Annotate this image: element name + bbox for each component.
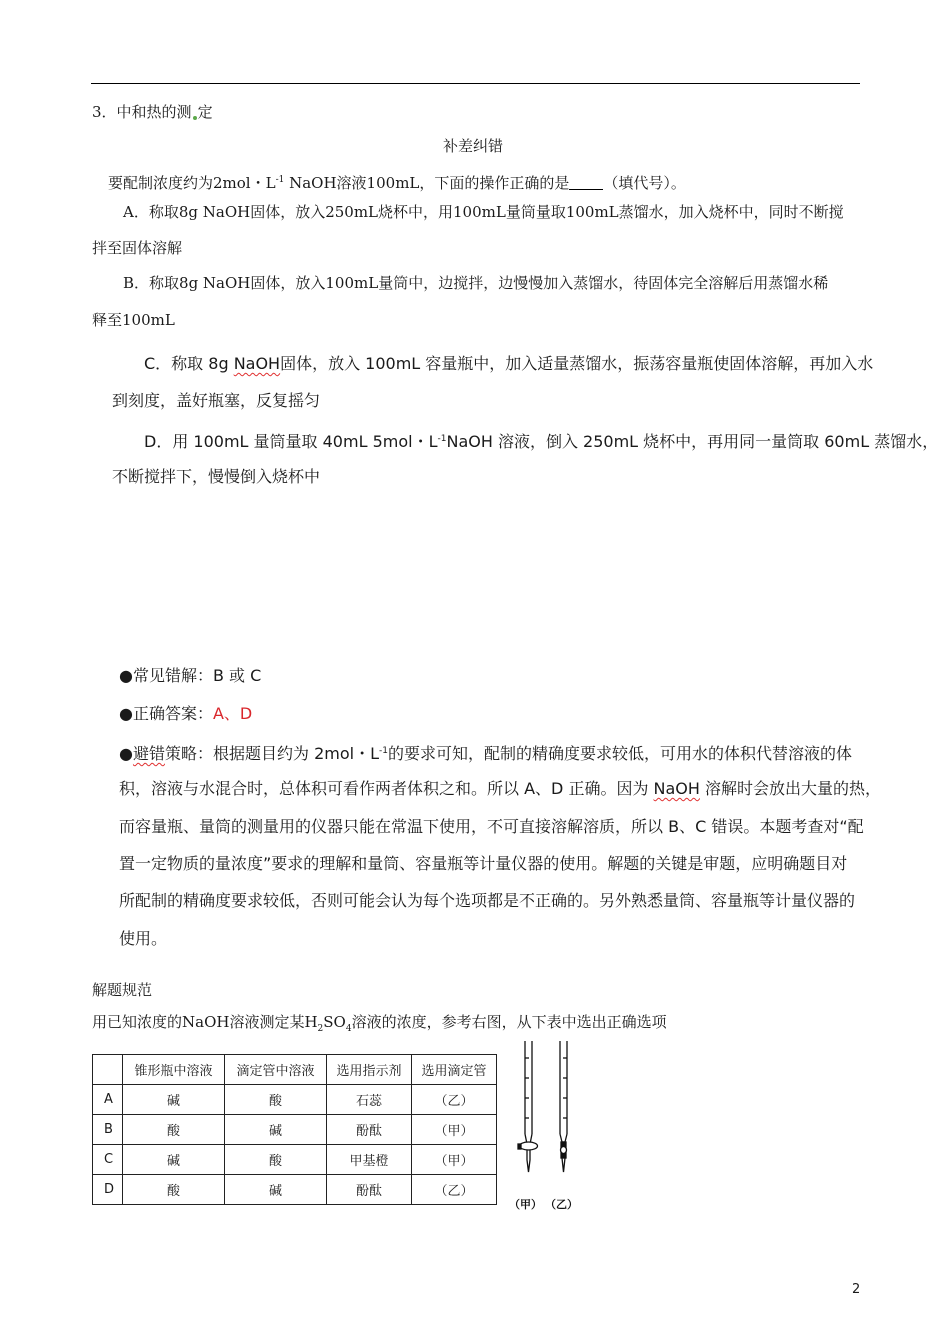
strategy-line1: ●避错策略：根据题目约为 2mol・$L^{-1}$的要求可知，配制的精确度要求较低，可用水的体积代替溶液的体 — [119, 744, 853, 763]
answer-blank — [569, 175, 603, 190]
section2-prompt: 用已知浓度的NaOH溶液测定某$H_2SO_4$溶液的浓度，参考右图，从下表中选出正确选项 — [92, 1013, 667, 1034]
option-c-line2: 到刻度，盖好瓶塞，反复摇匀 — [112, 391, 321, 410]
option-d-line2: 不断搅拌下，慢慢倒入烧杯中 — [112, 467, 321, 486]
section-heading: 3．中和热的测 定 — [92, 103, 213, 121]
table-cell: 碱 — [225, 1115, 327, 1145]
table-row — [93, 1175, 497, 1205]
table-cell: D — [93, 1175, 123, 1205]
table-cell: （乙） — [412, 1085, 497, 1115]
table-cell: C — [93, 1145, 123, 1175]
table-cell: 酸 — [123, 1115, 225, 1145]
burette-figure — [505, 1038, 595, 1218]
options-table — [92, 1054, 497, 1205]
burette-yi-icon — [560, 1041, 567, 1172]
table-cell: 酸 — [225, 1085, 327, 1115]
subtitle: 补差纠错 — [443, 137, 504, 155]
common-mistake: ●常见错解：B 或 C — [119, 666, 262, 685]
option-d-line1: D．用 100mL 量筒量取 40mL 5mol・$L^{-1}NaOH$ 溶液，倒入 250mL 烧杯中，再用同一量筒取 60mL 蒸馏水， — [144, 432, 939, 451]
burette-yi-label: （乙） — [545, 1198, 578, 1211]
strategy-line6: 使用。 — [119, 929, 168, 948]
table-header-row — [93, 1055, 497, 1085]
table-cell: （甲） — [412, 1115, 497, 1145]
burette-jia-label: （甲） — [509, 1198, 542, 1211]
table-header-cell: 选用指示剂 — [327, 1055, 412, 1085]
table-cell: 酸 — [123, 1175, 225, 1205]
option-b-line2: 释至100mL — [92, 311, 175, 329]
table-cell: 碱 — [123, 1085, 225, 1115]
table-cell: 酚酞 — [327, 1115, 412, 1145]
table-cell: 碱 — [225, 1175, 327, 1205]
table-header-cell: 选用滴定管 — [412, 1055, 497, 1085]
correct-answer: ●正确答案：A、D — [119, 704, 253, 723]
strategy-line3: 而容量瓶、量筒的测量用的仪器只能在常温下使用，不可直接溶解溶质，所以 B、C 错误。本题考查对“配 — [119, 817, 864, 836]
strategy-line5: 所配制的精确度要求较低，否则可能会认为每个选项都是不正确的。另外熟悉量筒、容量瓶等计量仪器的 — [119, 891, 856, 910]
burette-jia-icon — [518, 1041, 538, 1172]
table-row — [93, 1115, 497, 1145]
strategy-line4: 置一定物质的量浓度”要求的理解和量筒、容量瓶等计量仪器的使用。解题的关键是审题，应明确题目对 — [119, 854, 848, 873]
table-cell: （乙） — [412, 1175, 497, 1205]
table-cell: 酸 — [225, 1145, 327, 1175]
strategy-line2: 积，溶液与水混合时，总体积可看作两者体积之和。所以 A、D 正确。因为 NaOH 溶解时会放出大量的热， — [119, 779, 882, 798]
table-cell: 碱 — [123, 1145, 225, 1175]
option-a-line2: 拌至固体溶解 — [92, 239, 183, 257]
mark-dot — [193, 116, 197, 120]
table-row — [93, 1145, 497, 1175]
table-cell: A — [93, 1085, 123, 1115]
table-header-cell — [93, 1055, 123, 1085]
option-c-line1: C．称取 8g NaOH固体，放入 100mL 容量瓶中，加入适量蒸馏水，振荡容量瓶使固体溶解，再加入水 — [144, 354, 874, 373]
table-cell: 石蕊 — [327, 1085, 412, 1115]
header-rule — [91, 83, 860, 84]
question-stem: 要配制浓度约为2mol・$L^{-1}$ NaOH溶液100mL，下面的操作正确的是 （填代号）。 — [108, 174, 686, 192]
table-header-cell: 滴定管中溶液 — [225, 1055, 327, 1085]
table-cell: （甲） — [412, 1145, 497, 1175]
table-header-cell: 锥形瓶中溶液 — [123, 1055, 225, 1085]
section2-title: 解题规范 — [92, 981, 153, 999]
table-cell: 甲基橙 — [327, 1145, 412, 1175]
table-cell: 酚酞 — [327, 1175, 412, 1205]
option-a-line1: A．称取8g NaOH固体，放入250mL烧杯中，用100mL量筒量取100mL蒸馏水，加入烧杯中，同时不断搅 — [123, 203, 844, 221]
option-b-line1: B．称取8g NaOH固体，放入100mL量筒中，边搅拌，边慢慢加入蒸馏水，待固体完全溶解后用蒸馏水稀 — [123, 274, 829, 292]
table-row — [93, 1085, 497, 1115]
table-cell: B — [93, 1115, 123, 1145]
page-number: 2 — [852, 1282, 861, 1297]
